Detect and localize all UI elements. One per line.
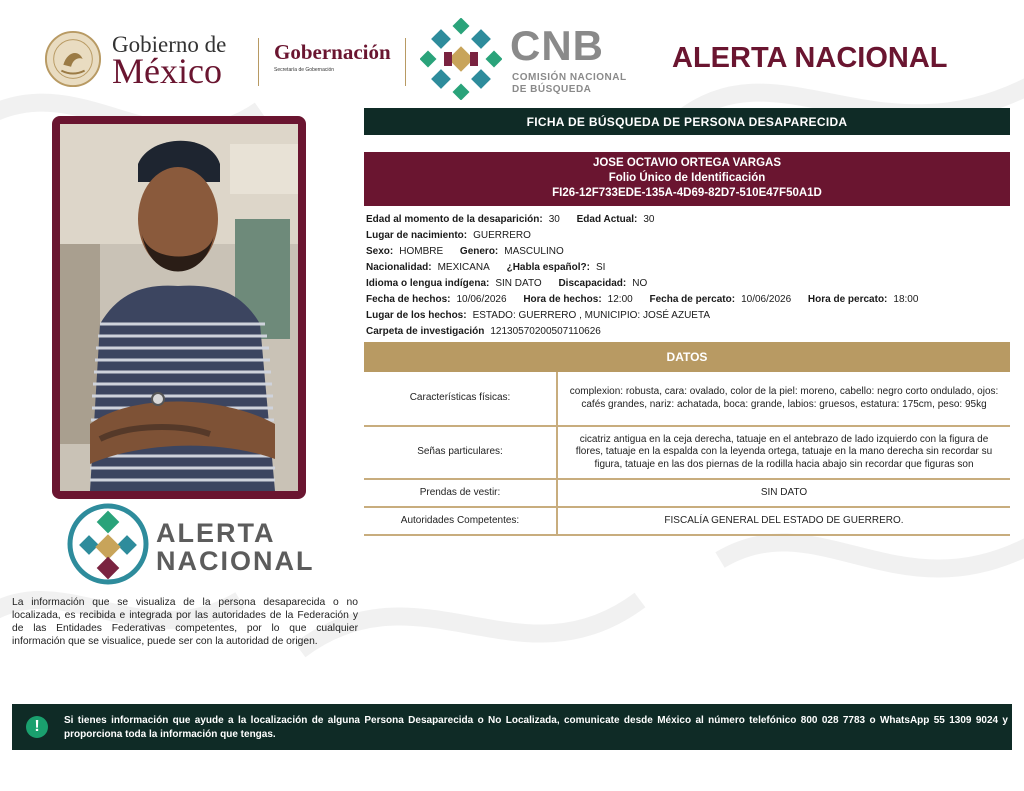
table-row: [364, 372, 1010, 426]
info-row-idioma: [366, 276, 1010, 292]
sexo-label: Sexo:: [366, 246, 394, 257]
datos-value: cicatriz antigua en la ceja derecha, tatuaje en el antebrazo de lado izquierdo con la figura de flores, tatuaje en la espalda con la leyenda ortega, tatuaje en la mano derecha sin recordar su figura, tatuaje en las dos piernas de la rodilla hacia abajo sin recordar que figuras son: [557, 426, 1010, 479]
info-row-lugar-hechos: [366, 308, 1010, 324]
gobernacion-subtitle: Secretaría de Gobernación: [274, 67, 335, 73]
edad-actual-value: 30: [643, 214, 655, 225]
info-row-nacionalidad: [366, 260, 1010, 276]
hora-hechos-value: 12:00: [607, 294, 633, 305]
disclaimer: La información que se visualiza de la persona desaparecida o no localizada, es recibida e integrada por las autoridades de la Federación y de las Entidades Federativas competentes, por lo que cualquier información que se visualice, puede ser con la autoridad de origen.: [12, 597, 358, 647]
info-row-fechas: [366, 292, 1010, 308]
hora-percato-value: 18:00: [893, 294, 919, 305]
discapacidad-value: NO: [632, 278, 648, 289]
info-row-edad: [366, 212, 1010, 228]
edad-actual-label: Edad Actual:: [576, 214, 638, 225]
genero-value: MASCULINO: [504, 246, 564, 257]
sexo-value: HOMBRE: [399, 246, 444, 257]
folio-label: Folio Único de Identificación: [608, 172, 766, 184]
datos-header: DATOS: [364, 342, 1010, 372]
nacionalidad-value: MEXICANA: [437, 262, 490, 273]
idioma-label: Idioma o lengua indígena:: [366, 278, 490, 289]
datos-table: [364, 372, 1010, 536]
gobierno-mexico-logo: [44, 28, 244, 91]
gobernacion-title: Gobernación: [274, 40, 391, 64]
alerta-nacional-logo-icon: [66, 502, 150, 586]
genero-label: Genero:: [459, 246, 499, 257]
cnb-letters: CNB: [510, 22, 604, 69]
datos-value: complexion: robusta, cara: ovalado, color de la piel: moreno, cabello: negro corto ondulado, ojos: cafés grandes, nariz: achatada, boca: grande, labios: gruesos, estatura: 175cm, peso: 95kg: [557, 372, 1010, 426]
hora-percato-label: Hora de percato:: [807, 294, 888, 305]
datos-label: Autoridades Competentes:: [364, 507, 557, 535]
carpeta-value: 12130570200507110626: [490, 326, 601, 337]
person-name: JOSE OCTAVIO ORTEGA VARGAS: [592, 157, 782, 169]
datos-value: SIN DATO: [557, 479, 1010, 507]
photo-frame: [52, 116, 306, 499]
cnb-logo: [420, 18, 640, 100]
ficha-title: FICHA DE BÚSQUEDA DE PERSONA DESAPARECIDA: [364, 108, 1010, 135]
fecha-hechos-label: Fecha de hechos:: [366, 294, 451, 305]
header-divider: [258, 38, 259, 86]
datos-value: FISCALÍA GENERAL DEL ESTADO DE GUERRERO.: [557, 507, 1010, 535]
habla-label: ¿Habla español?:: [506, 262, 590, 273]
fecha-hechos-value: 10/06/2026: [456, 294, 507, 305]
datos-label: Señas particulares:: [364, 426, 557, 479]
datos-label: Características físicas:: [364, 372, 557, 426]
cnb-subtitle-1: COMISIÓN NACIONAL: [512, 72, 627, 83]
info-row-sexo: [366, 244, 1010, 260]
gobierno-line2: México: [112, 51, 222, 91]
table-row: [364, 507, 1010, 535]
info-row-lugar-nac: [366, 228, 1010, 244]
cnb-subtitle-2: DE BÚSQUEDA: [512, 84, 592, 95]
footer-text: Si tienes información que ayude a la localización de alguna Persona Desaparecida o No Localizada, comunicate desde México al número telefónico 800 028 7783 o WhatsApp 55 1309 9024 y proporciona toda la información que tengas.: [64, 715, 1008, 740]
lugar-nac-value: GUERRERO: [473, 230, 531, 241]
cnb-logo-icon: [420, 18, 502, 100]
edad-desap-value: 30: [548, 214, 560, 225]
habla-value: SI: [595, 262, 606, 273]
lugar-hechos-label: Lugar de los hechos:: [366, 310, 467, 321]
person-photo: [60, 124, 298, 491]
gobierno-line1: Gobierno de: [112, 32, 227, 57]
lugar-nac-label: Lugar de nacimiento:: [366, 230, 468, 241]
exclamation-icon: !: [26, 716, 48, 738]
person-info: [366, 212, 1010, 340]
carpeta-label: Carpeta de investigación: [366, 326, 485, 337]
idioma-value: SIN DATO: [495, 278, 542, 289]
mexico-seal-icon: [44, 30, 102, 88]
table-row: [364, 479, 1010, 507]
info-row-carpeta: [366, 324, 1010, 340]
edad-desap-label: Edad al momento de la desaparición:: [366, 214, 543, 225]
fecha-percato-label: Fecha de percato:: [649, 294, 736, 305]
discapacidad-label: Discapacidad:: [558, 278, 627, 289]
footer-banner: [12, 704, 1012, 750]
gobernacion-logo: [274, 40, 391, 73]
hora-hechos-label: Hora de hechos:: [523, 294, 602, 305]
alerta-logo-line2: NACIONAL: [156, 546, 315, 576]
person-name-box: [364, 152, 1010, 206]
nacionalidad-label: Nacionalidad:: [366, 262, 432, 273]
fecha-percato-value: 10/06/2026: [741, 294, 792, 305]
datos-label: Prendas de vestir:: [364, 479, 557, 507]
table-row: [364, 426, 1010, 479]
folio-value: FI26-12F733EDE-135A-4D69-82D7-510E47F50A1D: [552, 187, 822, 199]
header-divider: [405, 38, 406, 86]
lugar-hechos-value: ESTADO: GUERRERO , MUNICIPIO: JOSÉ AZUETA: [472, 310, 711, 321]
alerta-nacional-title: ALERTA NACIONAL: [672, 42, 948, 74]
alerta-logo-line1: ALERTA: [156, 518, 276, 548]
